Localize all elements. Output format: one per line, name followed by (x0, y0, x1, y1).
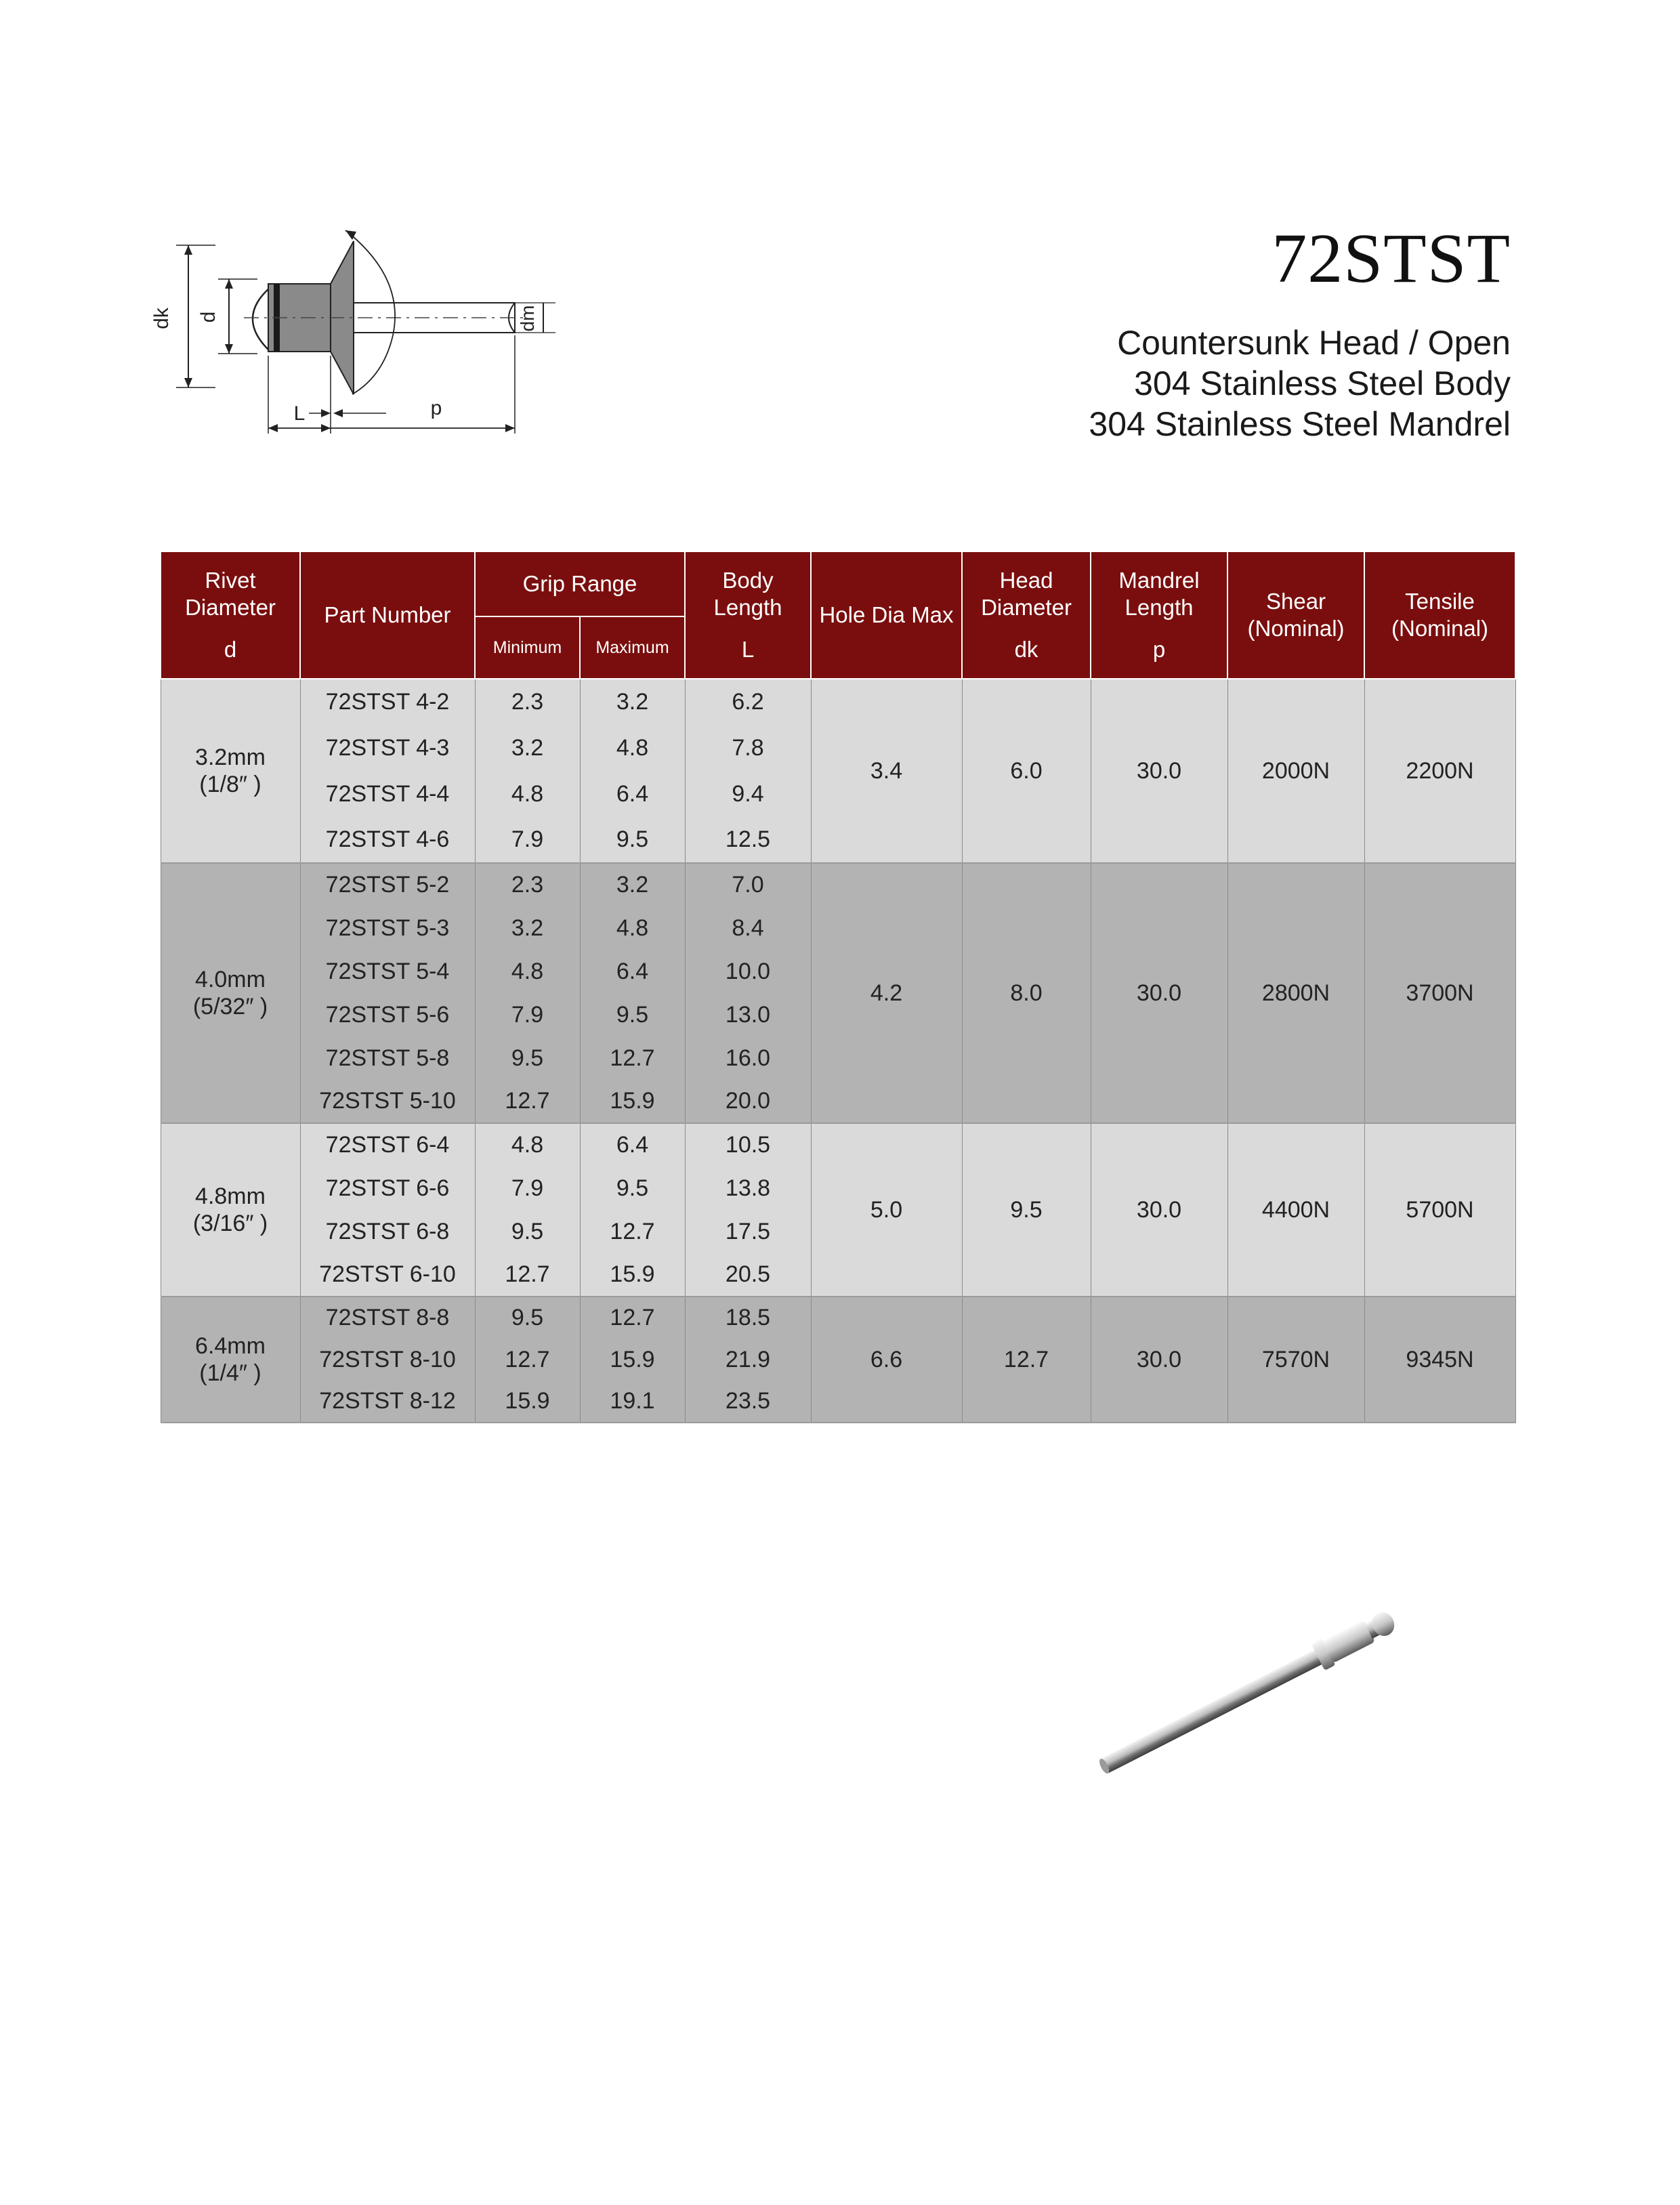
part-number-cell: 72STST 8-12 (300, 1381, 475, 1423)
header-head-diameter-symbol: dk (1014, 637, 1038, 662)
grip-max-cell: 12.7 (580, 1297, 685, 1339)
description-line: 304 Stainless Steel Body (1134, 364, 1511, 402)
header-part-number: Part Number (300, 551, 475, 679)
diameter-inch: (1/4″ ) (199, 1360, 261, 1386)
part-number-cell: 72STST 5-4 (300, 950, 475, 993)
header-tensile: Tensile (Nominal) (1364, 551, 1515, 679)
shear-cell: 7570N (1227, 1297, 1364, 1423)
grip-min-cell: 9.5 (475, 1210, 580, 1253)
grip-min-cell: 4.8 (475, 771, 580, 817)
hole-dia-max-cell: 5.0 (811, 1123, 962, 1297)
header-rivet-diameter: Rivet Diameter d (161, 551, 300, 679)
body-length-cell: 20.0 (685, 1080, 811, 1123)
body-length-cell: 12.5 (685, 817, 811, 863)
title-block (1089, 219, 1511, 444)
hole-dia-max-cell: 4.2 (811, 863, 962, 1123)
part-number-cell: 72STST 5-2 (300, 863, 475, 906)
mandrel-length-cell: 30.0 (1091, 1123, 1227, 1297)
tensile-cell: 2200N (1364, 679, 1515, 863)
header-grip-min: Minimum (475, 616, 580, 679)
body-length-cell: 23.5 (685, 1381, 811, 1423)
diameter-mm: 3.2mm (195, 744, 266, 770)
body-length-cell: 20.5 (685, 1253, 811, 1297)
header-head-diameter: Head Diameter dk (962, 551, 1091, 679)
grip-min-cell: 7.9 (475, 993, 580, 1036)
grip-min-cell: 9.5 (475, 1036, 580, 1080)
body-length-cell: 21.9 (685, 1339, 811, 1381)
diameter-mm: 4.0mm (195, 967, 266, 992)
head-diameter-cell: 12.7 (962, 1297, 1091, 1423)
body-length-cell: 16.0 (685, 1036, 811, 1080)
part-number-cell: 72STST 6-8 (300, 1210, 475, 1253)
grip-min-cell: 2.3 (475, 863, 580, 906)
table-row (161, 679, 1515, 725)
grip-max-cell: 9.5 (580, 1167, 685, 1210)
shear-cell: 2800N (1227, 863, 1364, 1123)
grip-max-cell: 9.5 (580, 817, 685, 863)
grip-max-cell: 6.4 (580, 950, 685, 993)
rivet-diameter-cell (161, 863, 300, 1123)
part-number-cell: 72STST 4-2 (300, 679, 475, 725)
mandrel-length-cell: 30.0 (1091, 1297, 1227, 1423)
diameter-inch: (3/16″ ) (192, 1211, 268, 1236)
product-code: 72STST (1272, 219, 1511, 297)
part-number-cell: 72STST 4-3 (300, 725, 475, 771)
grip-max-cell: 15.9 (580, 1080, 685, 1123)
grip-max-cell: 6.4 (580, 771, 685, 817)
rivet-diameter-cell (161, 679, 300, 863)
part-number-cell: 72STST 8-10 (300, 1339, 475, 1381)
body-length-cell: 7.0 (685, 863, 811, 906)
header-mandrel-length-symbol: p (1152, 637, 1166, 662)
grip-max-cell: 19.1 (580, 1381, 685, 1423)
spec-table-body (161, 679, 1515, 1423)
part-number-cell: 72STST 5-3 (300, 906, 475, 950)
grip-max-cell: 4.8 (580, 725, 685, 771)
part-number-cell: 72STST 5-6 (300, 993, 475, 1036)
grip-max-cell: 9.5 (580, 993, 685, 1036)
grip-max-cell: 4.8 (580, 906, 685, 950)
head-diameter-cell: 9.5 (962, 1123, 1091, 1297)
description-line: 304 Stainless Steel Mandrel (1089, 405, 1511, 443)
grip-min-cell: 7.9 (475, 817, 580, 863)
diameter-inch: (5/32″ ) (192, 994, 268, 1020)
L-label: L (293, 402, 306, 425)
grip-max-cell: 6.4 (580, 1123, 685, 1167)
part-number-cell: 72STST 4-4 (300, 771, 475, 817)
body-length-cell: 8.4 (685, 906, 811, 950)
grip-max-cell: 3.2 (580, 863, 685, 906)
header-body-length-symbol: L (741, 637, 755, 662)
body-length-cell: 10.5 (685, 1123, 811, 1167)
header-grip-range: Grip Range (475, 551, 685, 616)
header-mandrel-length: Mandrel Length p (1091, 551, 1227, 679)
dm-label: dm (517, 305, 538, 332)
hole-dia-max-cell: 6.6 (811, 1297, 962, 1423)
grip-min-cell: 2.3 (475, 679, 580, 725)
part-number-cell: 72STST 5-8 (300, 1036, 475, 1080)
header-rivet-diameter-symbol: d (224, 637, 237, 662)
header-body-length: Body Length L (685, 551, 811, 679)
part-number-cell: 72STST 6-10 (300, 1253, 475, 1297)
body-length-cell: 18.5 (685, 1297, 811, 1339)
rivet-diameter-cell (161, 1123, 300, 1297)
diameter-inch: (1/8″ ) (199, 772, 261, 797)
header-shear: Shear (Nominal) (1227, 551, 1364, 679)
body-length-cell: 13.8 (685, 1167, 811, 1210)
shear-cell: 4400N (1227, 1123, 1364, 1297)
grip-min-cell: 15.9 (475, 1381, 580, 1423)
part-number-cell: 72STST 6-4 (300, 1123, 475, 1167)
grip-min-cell: 3.2 (475, 906, 580, 950)
body-length-cell: 10.0 (685, 950, 811, 993)
table-row (161, 1123, 1515, 1167)
part-number-cell: 72STST 5-10 (300, 1080, 475, 1123)
grip-min-cell: 9.5 (475, 1297, 580, 1339)
header-hole-dia-max: Hole Dia Max (811, 551, 962, 679)
grip-max-cell: 12.7 (580, 1036, 685, 1080)
table-row (161, 1297, 1515, 1339)
part-number-cell: 72STST 4-6 (300, 817, 475, 863)
tensile-cell: 5700N (1364, 1123, 1515, 1297)
tensile-cell: 9345N (1364, 1297, 1515, 1423)
grip-min-cell: 12.7 (475, 1253, 580, 1297)
rivet-product-photo (1070, 1585, 1450, 1788)
table-row (161, 863, 1515, 906)
grip-max-cell: 15.9 (580, 1339, 685, 1381)
body-length-cell: 17.5 (685, 1210, 811, 1253)
p-label: p (430, 397, 442, 419)
description-line: Countersunk Head / Open (1117, 324, 1511, 362)
rivet-diameter-cell (161, 1297, 300, 1423)
body-length-cell: 9.4 (685, 771, 811, 817)
grip-min-cell: 12.7 (475, 1080, 580, 1123)
grip-max-cell: 15.9 (580, 1253, 685, 1297)
grip-max-cell: 3.2 (580, 679, 685, 725)
diameter-mm: 4.8mm (195, 1183, 266, 1209)
tensile-cell: 3700N (1364, 863, 1515, 1123)
grip-min-cell: 12.7 (475, 1339, 580, 1381)
grip-min-cell: 4.8 (475, 950, 580, 993)
d-label: d (197, 311, 219, 323)
body-length-cell: 7.8 (685, 725, 811, 771)
body-length-cell: 13.0 (685, 993, 811, 1036)
head-diameter-cell: 8.0 (962, 863, 1091, 1123)
header-grip-max: Maximum (580, 616, 685, 679)
grip-min-cell: 7.9 (475, 1167, 580, 1210)
hole-dia-max-cell: 3.4 (811, 679, 962, 863)
part-number-cell: 72STST 6-6 (300, 1167, 475, 1210)
body-length-cell: 6.2 (685, 679, 811, 725)
mandrel-length-cell: 30.0 (1091, 679, 1227, 863)
spec-table (160, 551, 1516, 1423)
mandrel-length-cell: 30.0 (1091, 863, 1227, 1123)
grip-max-cell: 12.7 (580, 1210, 685, 1253)
grip-min-cell: 4.8 (475, 1123, 580, 1167)
shear-cell: 2000N (1227, 679, 1364, 863)
head-diameter-cell: 6.0 (962, 679, 1091, 863)
part-number-cell: 72STST 8-8 (300, 1297, 475, 1339)
diameter-mm: 6.4mm (195, 1333, 266, 1359)
rivet-dimension-diagram (149, 217, 705, 447)
dk-label: dk (150, 308, 173, 329)
grip-min-cell: 3.2 (475, 725, 580, 771)
